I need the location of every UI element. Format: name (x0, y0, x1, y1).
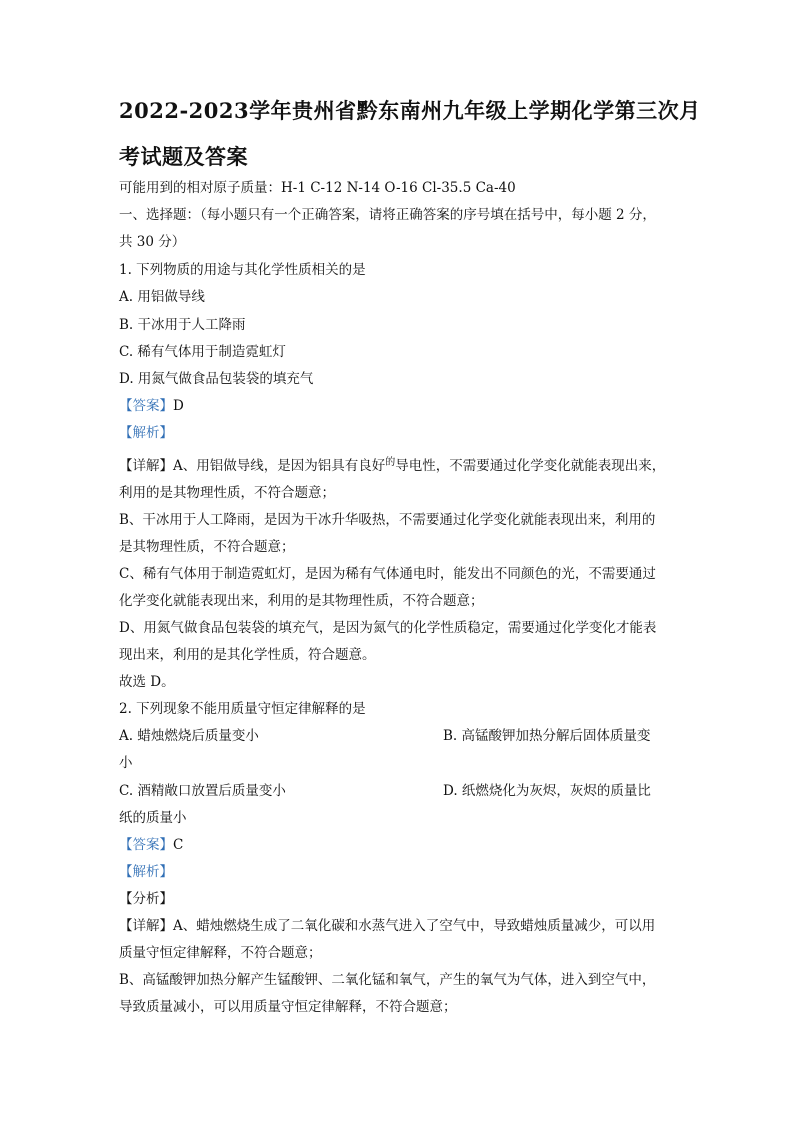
q2-detail-a-line2: 质量守恒定律解释，不符合题意； (119, 945, 322, 961)
q2-analysis-tag: 【解析】 (119, 864, 173, 880)
q1-detail-a-line1 (119, 457, 665, 477)
answer-tag: 【答案】 (119, 837, 173, 853)
q1-detail-b-line1: B、干冰用于人工降雨，是因为干冰升华吸热，不需要通过化学变化就能表现出来，利用的 (119, 512, 656, 528)
q2-answer-line (119, 836, 183, 854)
q1-option-c: C. 稀有气体用于制造霓虹灯 (119, 344, 286, 360)
q1-detail-b-line2: 是其物理性质，不符合题意； (119, 539, 295, 555)
q1-option-d: D. 用氮气做食品包装袋的填充气 (119, 371, 314, 387)
document-title-line2: 考试题及答案 (119, 144, 248, 169)
answer-tag: 【答案】 (119, 398, 173, 414)
q2-option-d-line2: 纸的质量小 (119, 810, 187, 826)
q2-answer-value: C (173, 837, 184, 853)
section-heading-line1: 一、选择题：（每小题只有一个正确答案，请将正确答案的序号填在括号中，每小题 2 分， (119, 207, 656, 223)
document-title-line1: 2022-2023学年贵州省黔东南州九年级上学期化学第三次月 (119, 98, 701, 123)
q1-detail-a-pre: A、用铝做导线，是因为铝具有良好 (173, 458, 386, 474)
q2-fenxi-tag: 【分析】 (119, 891, 173, 907)
q2-option-b-line1: B. 高锰酸钾加热分解后固体质量变 (443, 728, 651, 744)
q2-option-c: C. 酒精敞口放置后质量变小 (119, 783, 286, 799)
q1-detail-a-line2: 利用的是其物理性质，不符合题意； (119, 485, 335, 501)
detail-tag: 【详解】 (119, 918, 173, 934)
q1-detail-d-line2: 现出来，利用的是其化学性质，符合题意。 (119, 647, 376, 663)
q1-detail-c-line1: C、稀有气体用于制造霓虹灯，是因为稀有气体通电时，能发出不同颜色的光，不需要通过 (119, 566, 656, 582)
q1-detail-d-line1: D、用氮气做食品包装袋的填充气，是因为氮气的化学性质稳定，需要通过化学变化才能表 (119, 620, 657, 636)
q2-option-d-line1: D. 纸燃烧化为灰烬，灰烬的质量比 (443, 783, 651, 799)
q1-answer-line (119, 397, 184, 415)
q1-detail-c-line2: 化学变化就能表现出来，利用的是其物理性质，不符合题意； (119, 593, 484, 609)
q2-option-b-line2: 小 (119, 755, 133, 771)
q2-detail-a-text: A、蜡烛燃烧生成了二氧化碳和水蒸气进入了空气中，导致蜡烛质量减少，可以用 (173, 918, 656, 934)
q2-option-a: A. 蜡烛燃烧后质量变小 (119, 728, 259, 744)
detail-tag: 【详解】 (119, 458, 173, 474)
section-heading-line2: 共 30 分） (119, 234, 186, 250)
q1-detail-a-post: 导电性，不需要通过化学变化就能表现出来， (395, 458, 666, 474)
q2-stem: 2. 下列现象不能用质量守恒定律解释的是 (119, 701, 366, 717)
q1-conclusion: 故选 D。 (119, 674, 175, 690)
q1-option-b: B. 干冰用于人工降雨 (119, 317, 246, 333)
q2-detail-b-line1: B、高锰酸钾加热分解产生锰酸钾、二氧化锰和氧气，产生的氧气为气体，进入到空气中， (119, 972, 656, 988)
relative-atomic-mass-note: 可能用到的相对原子质量：H-1 C-12 N-14 O-16 Cl-35.5 Ca-40 (119, 180, 516, 196)
q1-analysis-tag: 【解析】 (119, 425, 173, 441)
q2-detail-a-line1 (119, 917, 655, 935)
q2-detail-b-line2: 导致质量减小，可以用质量守恒定律解释，不符合题意； (119, 999, 457, 1015)
q1-stem: 1. 下列物质的用途与其化学性质相关的是 (119, 262, 366, 278)
q1-option-a: A. 用铝做导线 (119, 289, 205, 305)
q1-answer-value: D (173, 398, 184, 414)
q1-detail-a-sup: 的 (385, 457, 396, 468)
